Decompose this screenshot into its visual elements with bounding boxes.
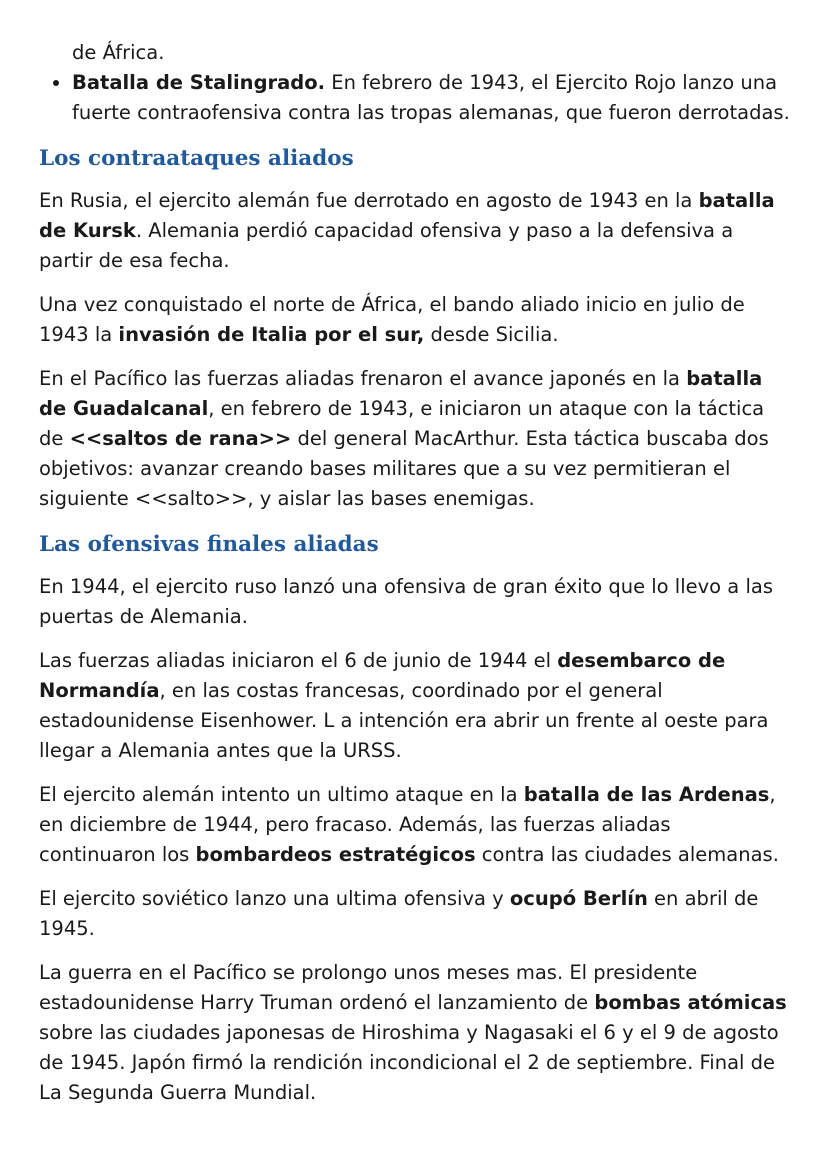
section-heading-ofensivas: Las ofensivas finales aliadas — [39, 532, 379, 557]
bold-term: desembarco de Normandía — [39, 649, 726, 702]
bold-term: batalla de Kursk — [39, 189, 775, 242]
text-run: del general MacArthur. Esta táctica buscaba dos objetivos: avanzar creando bases militares que a su vez permitieran el siguiente <<salto>>, y aislar las bases enemigas. — [39, 427, 769, 510]
paragraph-berlin — [39, 884, 792, 944]
text-run: La guerra en el Pacífico se prolongo unos meses mas. El presidente estadounidense Harry Truman ordenó el lanzamiento de — [39, 961, 698, 1014]
paragraph-normandia — [39, 646, 792, 766]
bold-term: bombardeos estratégicos — [195, 843, 476, 866]
text-run: . Alemania perdió capacidad ofensiva y paso a la defensiva a partir de esa fecha. — [39, 219, 734, 272]
paragraph-italia — [39, 290, 792, 350]
text-run: en abril de 1945. — [39, 887, 759, 940]
bullet-title: Batalla de Stalingrado. — [72, 71, 326, 94]
text-run: contra las ciudades alemanas. — [475, 843, 779, 866]
text-run: El ejercito soviético lanzo una ultima ofensiva y — [39, 887, 510, 910]
section-heading-contraataques: Los contraataques aliados — [39, 146, 354, 171]
bold-term: <<saltos de rana>> — [69, 427, 292, 450]
bold-term: batalla de Guadalcanal — [39, 367, 763, 420]
bullet-text: En febrero de 1943, el Ejercito Rojo lanzo una fuerte contraofensiva contra las tropas alemanas, que fueron derrotadas. — [72, 71, 790, 124]
text-run: En Rusia, el ejercito alemán fue derrotado en agosto de 1943 en la — [39, 189, 699, 212]
list-item-stalingrado — [72, 68, 792, 128]
text-run: sobre las ciudades japonesas de Hiroshima y Nagasaki el 6 y el 9 de agosto de 1945. Japón firmó la rendición incondicional el 2 de septiembre. Final de La Segunda Guerra Mundial. — [39, 1021, 779, 1104]
text-run: , en diciembre de 1944, pero fracaso. Además, las fuerzas aliadas continuaron los — [39, 783, 776, 866]
text-run: , en las costas francesas, coordinado por el general estadounidense Eisenhower. L a intención era abrir un frente al oeste para llegar a Alemania antes que la URSS. — [39, 679, 769, 762]
text-run: Una vez conquistado el norte de África, el bando aliado inicio en julio de 1943 la — [39, 293, 745, 346]
text-run: Las fuerzas aliadas iniciaron el 6 de junio de 1944 el — [39, 649, 558, 672]
bold-term: batalla de las Ardenas — [523, 783, 770, 806]
bullet-list — [39, 68, 792, 128]
paragraph-pacifico — [39, 364, 792, 514]
bold-term: ocupó Berlín — [509, 887, 648, 910]
text-run: En 1944, el ejercito ruso lanzó una ofensiva de gran éxito que lo llevo a las puertas de Alemania. — [39, 575, 773, 628]
text-run: En el Pacífico las fuerzas aliadas frenaron el avance japonés en la — [39, 367, 687, 390]
bold-term: invasión de Italia por el sur, — [118, 323, 425, 346]
paragraph-1944 — [39, 572, 792, 632]
bold-term: bombas atómicas — [594, 991, 787, 1014]
text-run: desde Sicilia. — [424, 323, 559, 346]
paragraph-ardenas — [39, 780, 792, 870]
list-continuation: de África. — [72, 41, 165, 64]
paragraph-kursk — [39, 186, 792, 276]
paragraph-final — [39, 958, 792, 1108]
text-run: , en febrero de 1943, e iniciaron un ataque con la táctica de — [39, 397, 765, 450]
text-run: El ejercito alemán intento un ultimo ataque en la — [39, 783, 524, 806]
